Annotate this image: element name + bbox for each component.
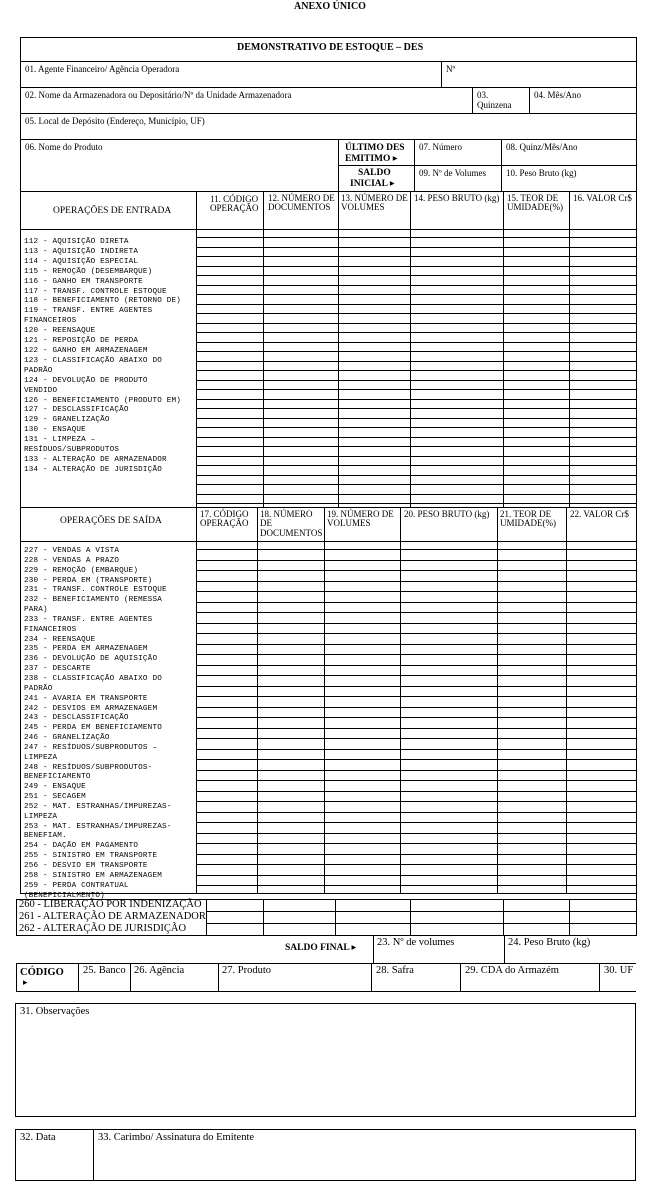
- grid-row-line: [196, 427, 637, 428]
- entrada-title: OPERAÇÕES DE ENTRADA: [53, 206, 172, 216]
- grid-row-line: [196, 644, 637, 645]
- grid-row-line: [196, 581, 637, 582]
- col-11-header: 11. CÓDIGO OPERAÇÃO: [210, 194, 259, 214]
- grid-row-line: [196, 313, 637, 314]
- op-260: 260 - LIBERAÇÃO POR INDENIZAÇÃO: [19, 899, 202, 910]
- grid-row-line: [196, 591, 637, 592]
- grid-row-line: [196, 456, 637, 457]
- col-22-header: 22. VALOR Cr$: [570, 509, 629, 519]
- grid-row-line: [196, 612, 637, 613]
- saida-operation-item: 253 - MAT. ESTRANHAS/IMPUREZAS-: [24, 822, 172, 831]
- entrada-operation-item: 131 - LIMPEZA –: [24, 436, 96, 445]
- saida-operation-item: 228 - VENDAS A PRAZO: [24, 556, 120, 565]
- entrada-grid: [196, 229, 637, 507]
- grid-row-line: [196, 623, 637, 624]
- saida-operation-item: (BENEFICIALMENTO): [24, 891, 105, 900]
- saida-operation-item: 237 - DESCARTE: [24, 665, 91, 674]
- field-03-label: 03.: [477, 90, 489, 100]
- entrada-operation-item: 115 - REMOÇÃO (DESEMBARQUE): [24, 267, 153, 276]
- field-25-label: 25. Banco: [83, 965, 126, 976]
- saida-operation-item: 230 - PERDA EM (TRANSPORTE): [24, 576, 153, 585]
- saida-operation-item: 259 - PERDA CONTRATUAL: [24, 881, 129, 890]
- grid-row-line: [196, 494, 637, 495]
- col-19-header: 19. NÚMERO DE VOLUMES: [327, 509, 394, 529]
- grid-row-line: [196, 285, 637, 286]
- saida-operation-item: 258 - SINISTRO EM ARMAZENAGEM: [24, 871, 162, 880]
- grid-row-line: [196, 351, 637, 352]
- entrada-operation-item: 127 - DESCLASSIFICAÇÃO: [24, 406, 129, 415]
- col-18-header: 18. NÚMERO DE DOCUMENTOS: [260, 509, 323, 538]
- field-30-label: 30. UF: [604, 965, 634, 976]
- saida-operation-item: 231 - TRANSF. CONTROLE ESTOQUE: [24, 586, 167, 595]
- saida-operation-item: 229 - REMOÇÃO (EMBARQUE): [24, 566, 139, 575]
- field-01-label: 01. Agente Financeiro/ Agência Operadora: [25, 64, 180, 74]
- grid-row-line: [196, 675, 637, 676]
- grid-row-line: [196, 707, 637, 708]
- saida-operation-item: 254 - DAÇÃO EM PAGAMENTO: [24, 842, 139, 851]
- saida-operation-item: 247 - RESÍDUOS/SUBPRODUTOS –: [24, 743, 158, 752]
- saida-operation-item: 252 - MAT. ESTRANHAS/IMPUREZAS-: [24, 802, 172, 811]
- grid-row-line: [196, 549, 637, 550]
- col-13-header: 13. NÚMERO DE VOLUMES: [341, 193, 408, 213]
- field-10-label: 10. Peso Bruto (kg): [506, 168, 577, 178]
- saida-title: OPERAÇÕES DE SAÍDA: [60, 516, 162, 526]
- grid-row-line: [196, 875, 637, 876]
- saida-operation-item: BENEFICIAMENTO: [24, 773, 91, 782]
- saldo-inicial-sublabel: INICIAL ▸: [350, 179, 395, 189]
- grid-row-line: [196, 822, 637, 823]
- saida-operation-item: 232 - BENEFICIAMENTO (REMESSA: [24, 596, 162, 605]
- grid-row-line: [196, 237, 637, 238]
- saida-operation-item: 241 - AVARIA EM TRANSPORTE: [24, 694, 148, 703]
- saida-operation-item: 248 - RESÍDUOS/SUBPRODUTOS-: [24, 763, 153, 772]
- entrada-operation-item: 112 - AQUISIÇÃO DIRETA: [24, 238, 129, 246]
- saida-operation-item: 227 - VENDAS A VISTA: [24, 547, 120, 555]
- grid-row-line: [196, 361, 637, 362]
- entrada-operation-item: 126 - BENEFICIAMENTO (PRODUTO EM): [24, 396, 181, 405]
- grid-row-line: [196, 633, 637, 634]
- entrada-operation-item: 114 - AQUISIÇÃO ESPECIAL: [24, 257, 139, 266]
- grid-row-line: [196, 791, 637, 792]
- saida-operation-item: 249 - ENSAQUE: [24, 783, 86, 792]
- grid-row-line: [196, 503, 637, 504]
- entrada-operation-item: RESÍDUOS/SUBPRODUTOS: [24, 446, 120, 455]
- form-title: DEMONSTRATIVO DE ESTOQUE – DES: [237, 42, 424, 53]
- grid-row-line: [196, 801, 637, 802]
- entrada-operation-item: 134 - ALTERAÇÃO DE JURISDIÇÃO: [24, 465, 162, 474]
- grid-row-line: [196, 323, 637, 324]
- field-26-label: 26. Agência: [134, 965, 185, 976]
- saida-operation-item: 251 - SECAGEM: [24, 793, 86, 802]
- col-14-header: 14. PESO BRUTO (kg): [414, 193, 500, 203]
- grid-row-line: [196, 570, 637, 571]
- grid-row-line: [196, 770, 637, 771]
- grid-row-line: [196, 885, 637, 886]
- grid-row-line: [196, 294, 637, 295]
- entrada-operation-item: 122 - GANHO EM ARMAZENAGEM: [24, 346, 148, 355]
- entrada-operation-item: 119 - TRANSF. ENTRE AGENTES: [24, 307, 153, 316]
- grid-row-line: [196, 717, 637, 718]
- grid-row-line: [196, 696, 637, 697]
- field-02-label: 02. Nome da Armazenadora ou Depositário/Nº da Unidade Armazenadora: [25, 90, 292, 100]
- grid-row-line: [196, 833, 637, 834]
- ultimo-des-label: ÚLTIMO DES: [345, 143, 405, 153]
- field-08-label: 08. Quinz/Mês/Ano: [506, 142, 578, 152]
- grid-row-line: [196, 370, 637, 371]
- saida-operation-item: 235 - PERDA EM ARMAZENAGEM: [24, 645, 148, 654]
- saida-operation-item: 238 - CLASSIFICAÇÃO ABAIXO DO: [24, 674, 162, 683]
- col-12-header: 12. NÚMERO DE DOCUMENTOS: [268, 193, 335, 213]
- grid-row-line: [196, 728, 637, 729]
- grid-row-line: [196, 843, 637, 844]
- grid-row-line: [196, 408, 637, 409]
- grid-row-line: [196, 560, 637, 561]
- saida-operation-item: LIMPEZA: [24, 812, 58, 821]
- field-29-label: 29. CDA do Armazém: [465, 965, 559, 976]
- saida-operation-item: BENEFIAM.: [24, 832, 67, 841]
- col-16-header: 16. VALOR Cr$: [573, 193, 632, 203]
- grid-row-line: [196, 380, 637, 381]
- saida-operation-item: 236 - DEVOLUÇÃO DE AQUISIÇÃO: [24, 655, 158, 664]
- saida-operations-list: [24, 547, 171, 901]
- entrada-operation-item: 123 - CLASSIFICAÇÃO ABAIXO DO: [24, 356, 162, 365]
- saida-operation-item: 246 - GRANELIZAÇÃO: [24, 734, 110, 743]
- field-24-label: 24. Peso Bruto (kg): [508, 937, 591, 948]
- op-262: 262 - ALTERAÇÃO DE JURISDIÇÃO: [19, 923, 187, 934]
- field-33-label: 33. Carimbo/ Assinatura do Emitente: [98, 1132, 255, 1143]
- grid-row-line: [196, 654, 637, 655]
- grid-row-line: [196, 465, 637, 466]
- col-21-header: 21. TEOR DE UMIDADE(%): [500, 509, 556, 529]
- annex-title: ANEXO ÚNICO: [294, 1, 366, 12]
- grid-row-line: [196, 854, 637, 855]
- entrada-operation-item: 133 - ALTERAÇÃO DE ARMAZENADOR: [24, 455, 167, 464]
- grid-row-line: [196, 446, 637, 447]
- entrada-operation-item: 130 - ENSAQUE: [24, 426, 86, 435]
- field-06-label: 06. Nome do Produto: [25, 142, 103, 152]
- grid-row-line: [196, 812, 637, 813]
- grid-row-line: [196, 437, 637, 438]
- entrada-operation-item: 113 - AQUISIÇÃO INDIRETA: [24, 247, 139, 256]
- saida-operation-item: 255 - SINISTRO EM TRANSPORTE: [24, 852, 158, 861]
- col-17-header: 17. CÓDIGO OPERAÇÃO: [200, 509, 249, 529]
- col-15-header: 15. TEOR DE UMIDADE(%): [507, 193, 563, 213]
- codigo-arrow: ▸: [23, 977, 28, 987]
- saida-operation-item: 243 - DESCLASSIFICAÇÃO: [24, 714, 129, 723]
- grid-row-line: [196, 275, 637, 276]
- field-28-label: 28. Safra: [376, 965, 414, 976]
- grid-row-line: [196, 389, 637, 390]
- saida-operation-item: 233 - TRANSF. ENTRE AGENTES: [24, 615, 153, 624]
- entrada-operation-item: 116 - GANHO EM TRANSPORTE: [24, 277, 143, 286]
- entrada-operation-item: FINANCEIROS: [24, 317, 77, 326]
- field-32-label: 32. Data: [20, 1132, 56, 1143]
- grid-row-line: [196, 247, 637, 248]
- field-07-label: 07. Número: [419, 142, 462, 152]
- entrada-operation-item: 120 - REENSAQUE: [24, 327, 96, 336]
- grid-row-line: [196, 780, 637, 781]
- grid-row-line: [196, 686, 637, 687]
- codigo-label: CÓDIGO: [20, 967, 64, 978]
- grid-row-line: [196, 304, 637, 305]
- saldo-inicial-label: SALDO: [358, 168, 391, 178]
- saldo-final-label: SALDO FINAL ▸: [285, 943, 357, 953]
- op-261: 261 - ALTERAÇÃO DE ARMAZENADOR: [19, 911, 206, 922]
- grid-row-line: [196, 418, 637, 419]
- ultimo-des-sublabel: EMITIMO ▸: [345, 154, 398, 164]
- entrada-operation-item: VENDIDO: [24, 386, 58, 395]
- saida-operation-item: FINANCEIROS: [24, 625, 77, 634]
- field-27-label: 27. Produto: [222, 965, 272, 976]
- grid-row-line: [196, 266, 637, 267]
- entrada-operations-list: [24, 238, 181, 476]
- entrada-operation-item: 121 - REPOSIÇÃO DE PERDA: [24, 337, 139, 346]
- grid-row-line: [196, 332, 637, 333]
- saida-operation-item: 256 - DESVIO EM TRANSPORTE: [24, 862, 148, 870]
- entrada-operation-item: 129 - GRANELIZAÇÃO: [24, 416, 110, 425]
- grid-row-line: [196, 256, 637, 257]
- grid-row-line: [196, 602, 637, 603]
- grid-row-line: [196, 342, 637, 343]
- grid-row-line: [196, 475, 637, 476]
- entrada-operation-item: 118 - BENEFICIAMENTO (RETORNO DE): [24, 297, 181, 306]
- entrada-operation-item: 124 - DEVOLUÇÃO DE PRODUTO: [24, 376, 148, 385]
- saida-operation-item: LIMPEZA: [24, 753, 58, 762]
- grid-row-line: [196, 399, 637, 400]
- field-31-label: 31. Observações: [20, 1006, 90, 1017]
- field-04-label: 04. Mês/Ano: [534, 90, 581, 100]
- grid-row-line: [196, 738, 637, 739]
- saida-grid: [196, 541, 637, 894]
- grid-row-line: [196, 759, 637, 760]
- entrada-operation-item: 117 - TRANSF. CONTROLE ESTOQUE: [24, 287, 167, 296]
- grid-row-line: [196, 484, 637, 485]
- grid-row-line: [196, 749, 637, 750]
- col-20-header: 20. PESO BRUTO (kg): [404, 509, 490, 519]
- observacoes-box[interactable]: [15, 1003, 636, 1117]
- grid-row-line: [196, 665, 637, 666]
- field-numero-label: Nº: [446, 64, 456, 74]
- field-05-label: 05. Local de Depósito (Endereço, Município, UF): [25, 116, 205, 126]
- saida-operation-item: 234 - REENSAQUE: [24, 635, 96, 644]
- field-03-sublabel: Quinzena: [477, 100, 512, 110]
- saida-operation-item: 242 - DESVIOS EM ARMAZENAGEM: [24, 704, 158, 713]
- grid-row-line: [196, 864, 637, 865]
- saida-operation-item: 245 - PERDA EM BENEFICIAMENTO: [24, 724, 162, 733]
- field-23-label: 23. Nº de volumes: [377, 937, 455, 948]
- saida-operation-item: PARA): [24, 606, 48, 615]
- entrada-operation-item: PADRÃO: [24, 366, 53, 375]
- saida-operation-item: PADRÃO: [24, 684, 53, 693]
- field-09-label: 09. Nº de Volumes: [419, 168, 486, 178]
